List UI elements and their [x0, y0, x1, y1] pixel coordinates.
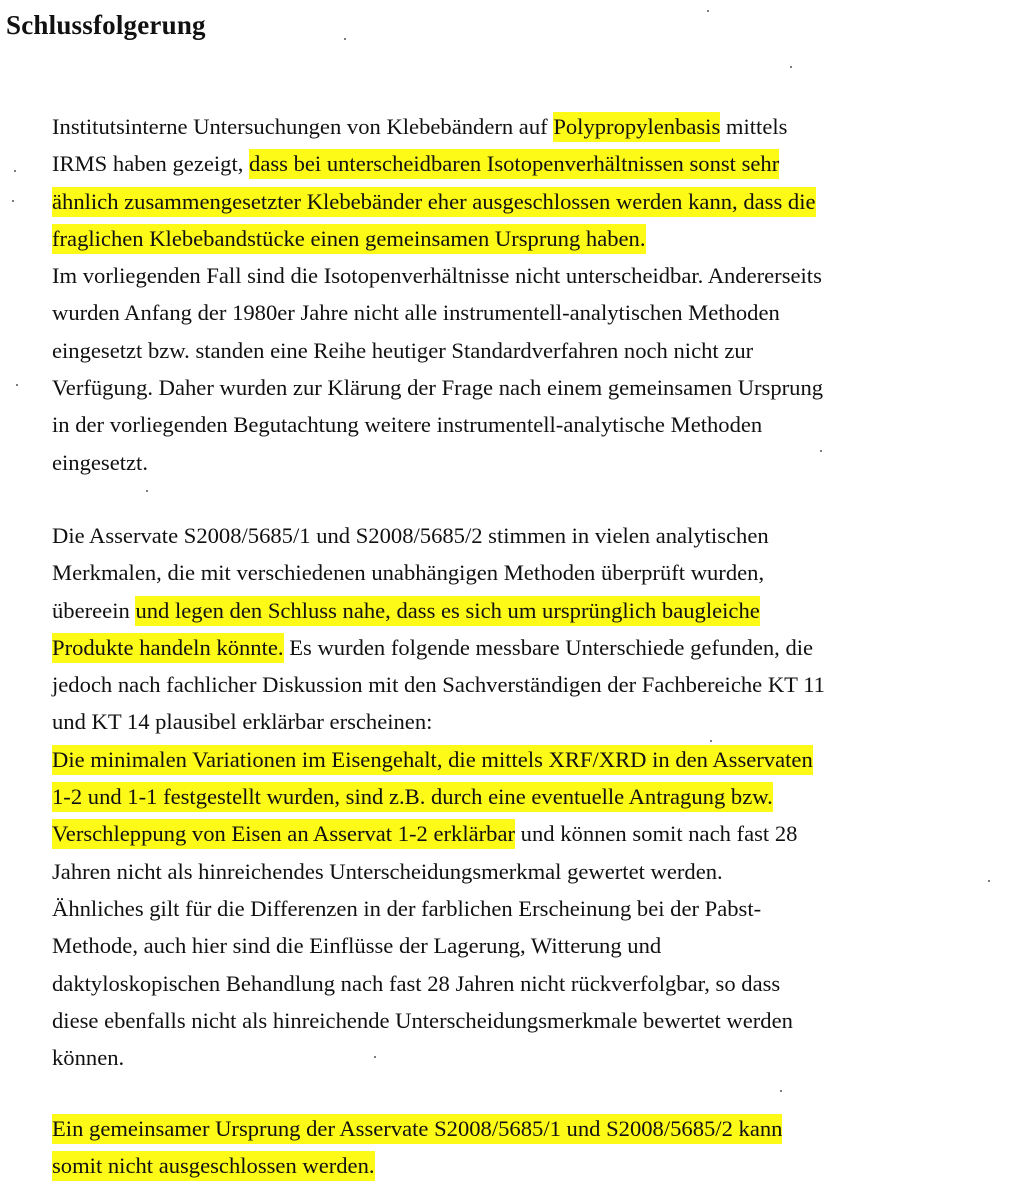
highlighted-text: Produkte handeln könnte. — [52, 633, 284, 663]
text-line — [52, 257, 1012, 294]
scan-speck — [374, 1056, 376, 1058]
highlighted-text: 1-2 und 1-1 festgestellt wurden, sind z.B. durch eine eventuelle Antragung bzw. — [52, 782, 773, 812]
body-text: Verfügung. Daher wurden zur Klärung der Frage nach einem gemeinsamen Ursprung — [52, 375, 824, 401]
text-line — [52, 703, 1012, 740]
paragraph-isotope-analysis — [52, 108, 1012, 481]
body-text: Jahren nicht als hinreichendes Unterscheidungsmerkmal gewertet werden. — [52, 858, 723, 884]
paragraph-final-conclusion — [52, 1110, 1012, 1185]
text-line — [52, 517, 1012, 554]
body-text: jedoch nach fachlicher Diskussion mit den Sachverständigen der Fachbereiche KT 11 — [52, 672, 825, 698]
highlighted-text: und legen den Schluss nahe, dass es sich um ursprünglich baugleiche — [135, 596, 759, 626]
text-line — [52, 927, 1012, 964]
body-text: Institutsinterne Untersuchungen von Klebebändern auf — [52, 114, 554, 139]
highlighted-text: fraglichen Klebebandstücke einen gemeinsamen Ursprung haben. — [52, 224, 646, 254]
body-text: in der vorliegenden Begutachtung weitere instrumentell-analytische Methoden — [52, 412, 763, 438]
text-line — [52, 1002, 1012, 1039]
text-line — [52, 890, 1012, 927]
body-text: Im vorliegenden Fall sind die Isotopenverhältnisse nicht unterscheidbar. Andererseits — [52, 263, 822, 289]
scan-speck — [988, 880, 990, 882]
text-line — [52, 741, 1012, 778]
scan-speck — [14, 170, 16, 172]
section-heading: Schlussfolgerung — [6, 10, 206, 40]
body-text: eingesetzt. — [52, 449, 148, 475]
scan-speck — [710, 740, 712, 742]
body-text: Ähnliches gilt für die Differenzen in der farblichen Erscheinung bei der Pabst- — [52, 895, 762, 921]
text-line — [52, 1147, 1012, 1184]
highlighted-text: dass bei unterscheidbaren Isotopenverhältnissen sonst sehr — [249, 149, 779, 179]
text-line — [52, 332, 1012, 369]
body-text: Methode, auch hier sind die Einflüsse der Lagerung, Witterung und — [52, 933, 662, 959]
body-text: diese ebenfalls nicht als hinreichende Unterscheidungsmerkmale bewertet werden — [52, 1007, 793, 1033]
scan-speck — [16, 384, 18, 386]
text-line — [52, 406, 1012, 443]
text-line — [52, 666, 1012, 703]
highlighted-text: Verschleppung von Eisen an Asservat 1-2 erklärbar — [52, 819, 515, 849]
body-text: daktyloskopischen Behandlung nach fast 28 Jahren nicht rückverfolgbar, so dass — [52, 970, 781, 996]
highlighted-text: ähnlich zusammengesetzter Klebebänder eher ausgeschlossen werden kann, dass die — [52, 187, 816, 217]
body-text: übereein — [52, 597, 136, 623]
highlighted-text: Polypropylenbasis — [553, 112, 720, 142]
body-text: und KT 14 plausibel erklärbar erscheinen: — [52, 709, 433, 735]
text-line — [52, 294, 1012, 331]
scan-speck — [344, 38, 346, 40]
body-text: eingesetzt bzw. standen eine Reihe heutiger Standardverfahren noch nicht zur — [52, 337, 754, 363]
paragraph-analytical-findings — [52, 517, 1012, 1076]
text-line — [52, 554, 1012, 591]
highlighted-text: Ein gemeinsamer Ursprung der Asservate S2008/5685/1 und S2008/5685/2 kann — [52, 1114, 782, 1144]
text-line — [52, 1110, 1012, 1147]
scan-speck — [820, 450, 822, 452]
scan-speck — [790, 66, 792, 68]
text-line — [52, 444, 1012, 481]
text-line — [52, 1039, 1012, 1076]
body-text: können. — [52, 1045, 125, 1071]
body-text: Es wurden folgende messbare Unterschiede gefunden, die — [283, 634, 814, 660]
text-line — [52, 183, 1012, 220]
text-line — [52, 778, 1012, 815]
text-line — [52, 369, 1012, 406]
body-text: mittels — [720, 114, 788, 139]
scan-speck — [12, 200, 14, 202]
text-line — [52, 853, 1012, 890]
text-line — [52, 629, 1012, 666]
text-line — [52, 592, 1012, 629]
text-line — [52, 815, 1012, 852]
highlighted-text: somit nicht ausgeschlossen werden. — [52, 1151, 375, 1181]
body-text: IRMS haben gezeigt, — [52, 151, 250, 177]
scan-speck — [146, 490, 148, 492]
body-text: Die Asservate S2008/5685/1 und S2008/5685/2 stimmen in vielen analytischen — [52, 523, 769, 548]
text-line — [52, 145, 1012, 182]
text-line — [52, 965, 1012, 1002]
highlighted-text: Die minimalen Variationen im Eisengehalt, die mittels XRF/XRD in den Asservaten — [52, 745, 813, 775]
text-line — [52, 220, 1012, 257]
body-text: wurden Anfang der 1980er Jahre nicht alle instrumentell-analytischen Methoden — [52, 300, 780, 326]
scan-speck — [780, 1090, 782, 1092]
scan-speck — [707, 10, 709, 12]
body-text: und können somit nach fast 28 — [515, 821, 798, 847]
body-text: Merkmalen, die mit verschiedenen unabhängigen Methoden überprüft wurden, — [52, 560, 765, 586]
text-line — [52, 108, 1012, 145]
